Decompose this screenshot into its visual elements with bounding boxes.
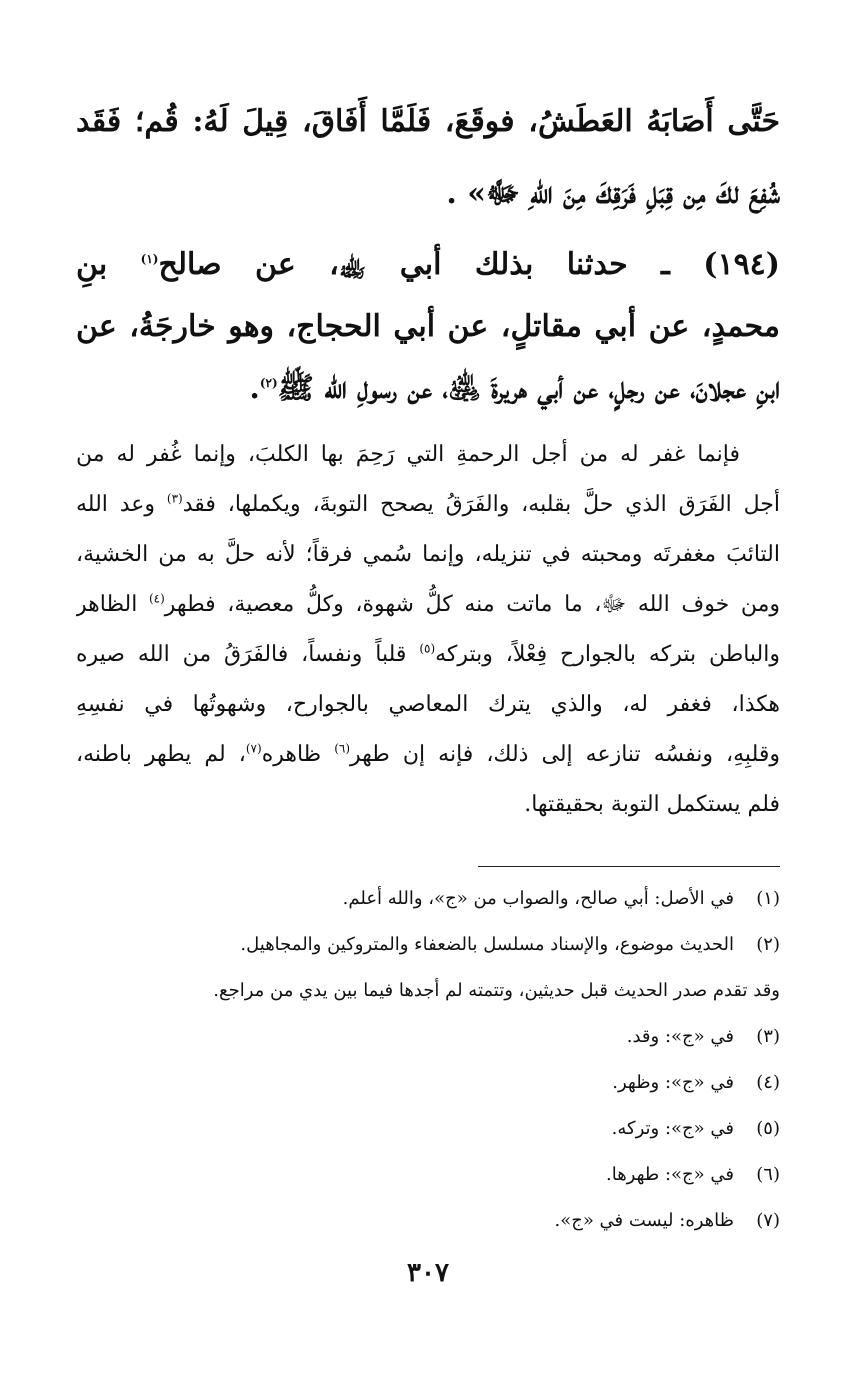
footnote-text: في «ج»: وظهر. [612, 1072, 734, 1093]
footnote-ref-6: (٦) [334, 741, 351, 756]
footnote-number: (٦) [756, 1164, 780, 1185]
footnote-ref-4: (٤) [148, 591, 165, 606]
footnote-continuation [76, 968, 780, 1014]
footnotes [76, 876, 780, 1244]
footnote [76, 1060, 780, 1106]
text-line [76, 630, 780, 680]
commentary [76, 430, 780, 830]
text-span: (١٩٤) ـ حدثنا بذلك أبي ﵀، عن صالح [158, 247, 780, 282]
text-span: . [249, 371, 260, 406]
text-line: التائبَ مغفرتَه ومحبته في تنزيله، وإنما سُمي فرقاً؛ لأنه حلَّ به من الخشية، [76, 542, 780, 567]
text-line [76, 730, 780, 780]
text-span: والباطن بتركه بالجوارح فِعْلاً، وبتركه [435, 642, 780, 667]
text-line: فإنما غفر له من أجل الرحمةِ التي رَحِمَ بها الكلبَ، وإنما غُفر له من [76, 442, 740, 467]
text-span: بنِ [76, 247, 141, 282]
footnote-text: في الأصل: أبي صالح، والصواب من «ج»، والله أعلم. [342, 888, 734, 909]
text-span: ابنِ عجلانَ، عن رجلٍ، عن أبي هريرةَ ﵁، عن رسولِ الله ﷺ [277, 371, 780, 406]
text-line: هكذا، فغفر له، والذي يترك المعاصي بالجوارح، وشهوتُها في نفسِهِ [76, 692, 780, 717]
footnote-ref-3: (٣) [166, 491, 183, 506]
footnote-text: في «ج»: طهرها. [605, 1164, 734, 1185]
text-span: ظاهره [261, 742, 335, 767]
footnote-text: في «ج»: وقد. [626, 1026, 734, 1047]
text-line [76, 358, 780, 420]
footnote-text: في «ج»: وتركه. [611, 1118, 734, 1139]
page-number: ٣٠٧ [407, 1258, 449, 1288]
footnote [76, 922, 780, 968]
footnote-divider [478, 866, 780, 867]
footnote-ref-2: (٢) [259, 376, 278, 390]
footnote-number: (٥) [756, 1118, 780, 1139]
footnote-ref-7: (٧) [245, 741, 262, 756]
text-span: وقلبِهِ، ونفسُه تنازعه إلى ذلك، فإنه إن طهر [350, 742, 780, 767]
footnote-number: (٢) [756, 934, 780, 955]
text-span: الظاهر [76, 592, 149, 617]
hadith-continuation [76, 86, 780, 230]
text-line [76, 480, 780, 530]
footnote-text: الحديث موضوع، والإسناد مسلسل بالضعفاء والمتروكين والمجاهيل. [240, 934, 734, 955]
text-span: ، لم يطهر باطنه، [76, 742, 246, 767]
text-span: ومن خوف الله ﷻ، ما ماتت منه كلُّ شهوة، وكلُّ معصية، فطهر [164, 592, 780, 617]
text-span: قلباً ونفساً، فالفَرَقُ من الله صيره [76, 642, 420, 667]
text-line: فلم يستكمل التوبة بحقيقتها. [524, 792, 780, 817]
text-span: أجل الفَرَق الذي حلَّ بقلبه، والفَرَقُ يصحح التوبةَ، ويكملها، فقد [182, 492, 780, 517]
footnote-text: وقد تقدم صدر الحديث قبل حديثين، وتتمته لم أجدها فيما بين يدي من مراجع. [213, 980, 780, 1001]
text-span: وعد الله [76, 492, 167, 517]
footnote [76, 1198, 780, 1244]
footnote-number: (٧) [756, 1210, 780, 1231]
footnote-number: (١) [756, 888, 780, 909]
text-line [76, 234, 780, 296]
footnote-number: (٤) [756, 1072, 780, 1093]
footnote-ref-5: (٥) [419, 641, 436, 656]
text-line: محمدٍ، عن أبي مقاتلٍ، عن أبي الحجاج، وهو خارجَةُ، عن [76, 309, 780, 344]
footnote-text: ظاهره: ليست في «ج». [554, 1210, 734, 1231]
footnote [76, 1106, 780, 1152]
footnote [76, 1152, 780, 1198]
text-line: شُفِعَ لكَ مِن قِبَلِ فَرَقِكَ مِنَ اللهِ ﷻ» . [446, 176, 780, 211]
footnote [76, 876, 780, 922]
footnote-number: (٣) [756, 1026, 780, 1047]
hadith-194 [76, 234, 780, 420]
text-line: حَتَّى أَصَابَهُ العَطَشُ، فوقَعَ، فَلَمَّا أَفَاقَ، قِيلَ لَهُ: قُم؛ فَقَد [76, 104, 780, 139]
footnote [76, 1014, 780, 1060]
footnote-ref-1: (١) [140, 252, 159, 266]
text-line [76, 580, 780, 630]
